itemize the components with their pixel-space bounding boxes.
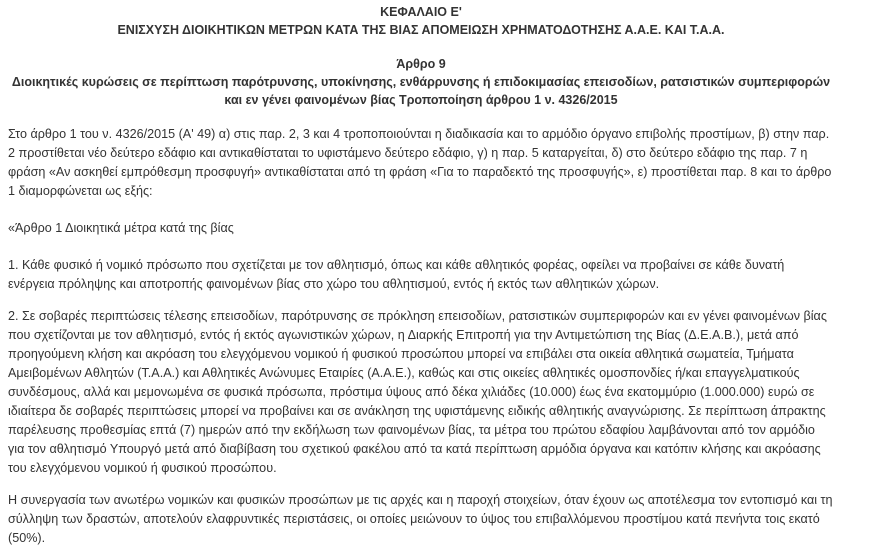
article-title-line2: και εν γένει φαινομένων βίας Τροποποίηση άρθρου 1 ν. 4326/2015 [224, 93, 618, 107]
article-number: Άρθρο 9 [396, 57, 446, 71]
paragraph-mitigating: Η συνεργασία των ανωτέρω νομικών και φυσικών προσώπων με τις αρχές και η παροχή στοιχείων, όταν έχουν ως αποτέλεσμα τον εντοπισμό και τη σύλληψη των δραστών, αποτελούν ελαφρυντικές περιστάσεις, οι οποίες μειώνουν το ύψος του επιβαλλόμενου προστίμου κατά πενήντα τοις εκατό (50%). [8, 493, 833, 545]
document-body [8, 0, 834, 548]
paragraph-1: 1. Κάθε φυσικό ή νομικό πρόσωπο που σχετίζεται με τον αθλητισμό, όπως και κάθε αθλητικός φορέας, οφείλει να προβαίνει σε κάθε δυνατή ενέργεια πρόληψης και αποτροπής φαινομένων βίας στο χώρο του αθλητισμού, εντός ή εκτός των αθλητικών χώρων. [8, 258, 785, 291]
chapter-heading: ΕΝΙΣΧΥΣΗ ΔΙΟΙΚΗΤΙΚΩΝ ΜΕΤΡΩΝ ΚΑΤΑ ΤΗΣ ΒΙΑΣ ΑΠΟΜΕΙΩΣΗ ΧΡΗΜΑΤΟΔΟΤΗΣΗΣ Α.Α.Ε. ΚΑΙ Τ.Α.Α. [117, 23, 725, 37]
paragraph-amendment-intro: Στο άρθρο 1 του ν. 4326/2015 (Α' 49) α) στις παρ. 2, 3 και 4 τροποποιούνται η διαδικασία και το αρμόδιο όργανο επιβολής προστίμων, β) στην παρ. 2 προστίθεται νέο δεύτερο εδάφιο και αντικαθίσταται το υφιστάμενο δεύτερο εδάφιο, γ) η παρ. 5 καταργείται, δ) στο δεύτερο εδάφιο της παρ. 7 η φράση «Αν ασκηθεί εμπρόθεσμη προσφυγή» αντικαθίσταται από τη φράση «Για το παραδεκτό της προσφυγής», ε) προστίθεται παρ. 8 και το άρθρο 1 διαμορφώνεται ως εξής: [8, 127, 832, 198]
paragraph-2: 2. Σε σοβαρές περιπτώσεις τέλεσης επεισοδίων, παρότρυνσης σε πρόκληση επεισοδίων, ρατσιστικών συμπεριφορών και εν γένει φαινομένων βίας που σχετίζονται με τον αθλητισμό, εντός ή εκτός αγωνιστικών χώρων, η Διαρκής Επιτροπή για την Αντιμετώπιση της Βίας (Δ.Ε.Α.Β.), μετά από προηγούμενη κλήση και ακρόαση του ελεγχόμενου νομικού ή φυσικού προσώπου μπορεί να επιβάλει στα οικεία αθλητικά σωματεία, Τμήματα Αμειβομένων Αθλητών (Τ.Α.Α.) και Αθλητικές Ανώνυμες Εταιρίες (Α.Α.Ε.), καθώς και στις οικείες αθλητικές ομοσπονδίες ή/και επαγγελματικούς συνδέσμους, αλλά και μεμονωμένα σε φυσικά πρόσωπα, πρόστιμα ύψους από δέκα χιλιάδες (10.000) έως ένα εκατομμύριο (1.000.000) ευρώ σε ιδιαίτερα δε σοβαρές περιπτώσεις μπορεί να προβαίνει και σε ανάκληση της υφιστάμενης ειδικής αθλητικής αναγνώρισης. Σε περίπτωση άπρακτης παρέλευσης προθεσμίας επτά (7) ημερών από την εκδήλωση των φαινομένων βίας, τα μέτρα του πρώτου εδαφίου λαμβάνονται από τον αρμόδιο για τον αθλητισμό Υπουργό μετά από διαβίβαση του σχετικού φακέλου από τα κατά περίπτωση αρμόδια όργανα και κατόπιν κλήσης και ακρόασης του ελεγχόμενου νομικού ή φυσικού προσώπου. [8, 309, 827, 475]
article-title-line1: Διοικητικές κυρώσεις σε περίπτωση παρότρυνσης, υποκίνησης, ενθάρρυνσης ή επιδοκιμασίας επεισοδίων, ρατσιστικών συμπεριφορών [11, 75, 831, 89]
chapter-label: ΚΕΦΑΛΑΙΟ Ε' [380, 5, 462, 19]
paragraph-article-heading: «Άρθρο 1 Διοικητικά μέτρα κατά της βίας [8, 221, 234, 235]
